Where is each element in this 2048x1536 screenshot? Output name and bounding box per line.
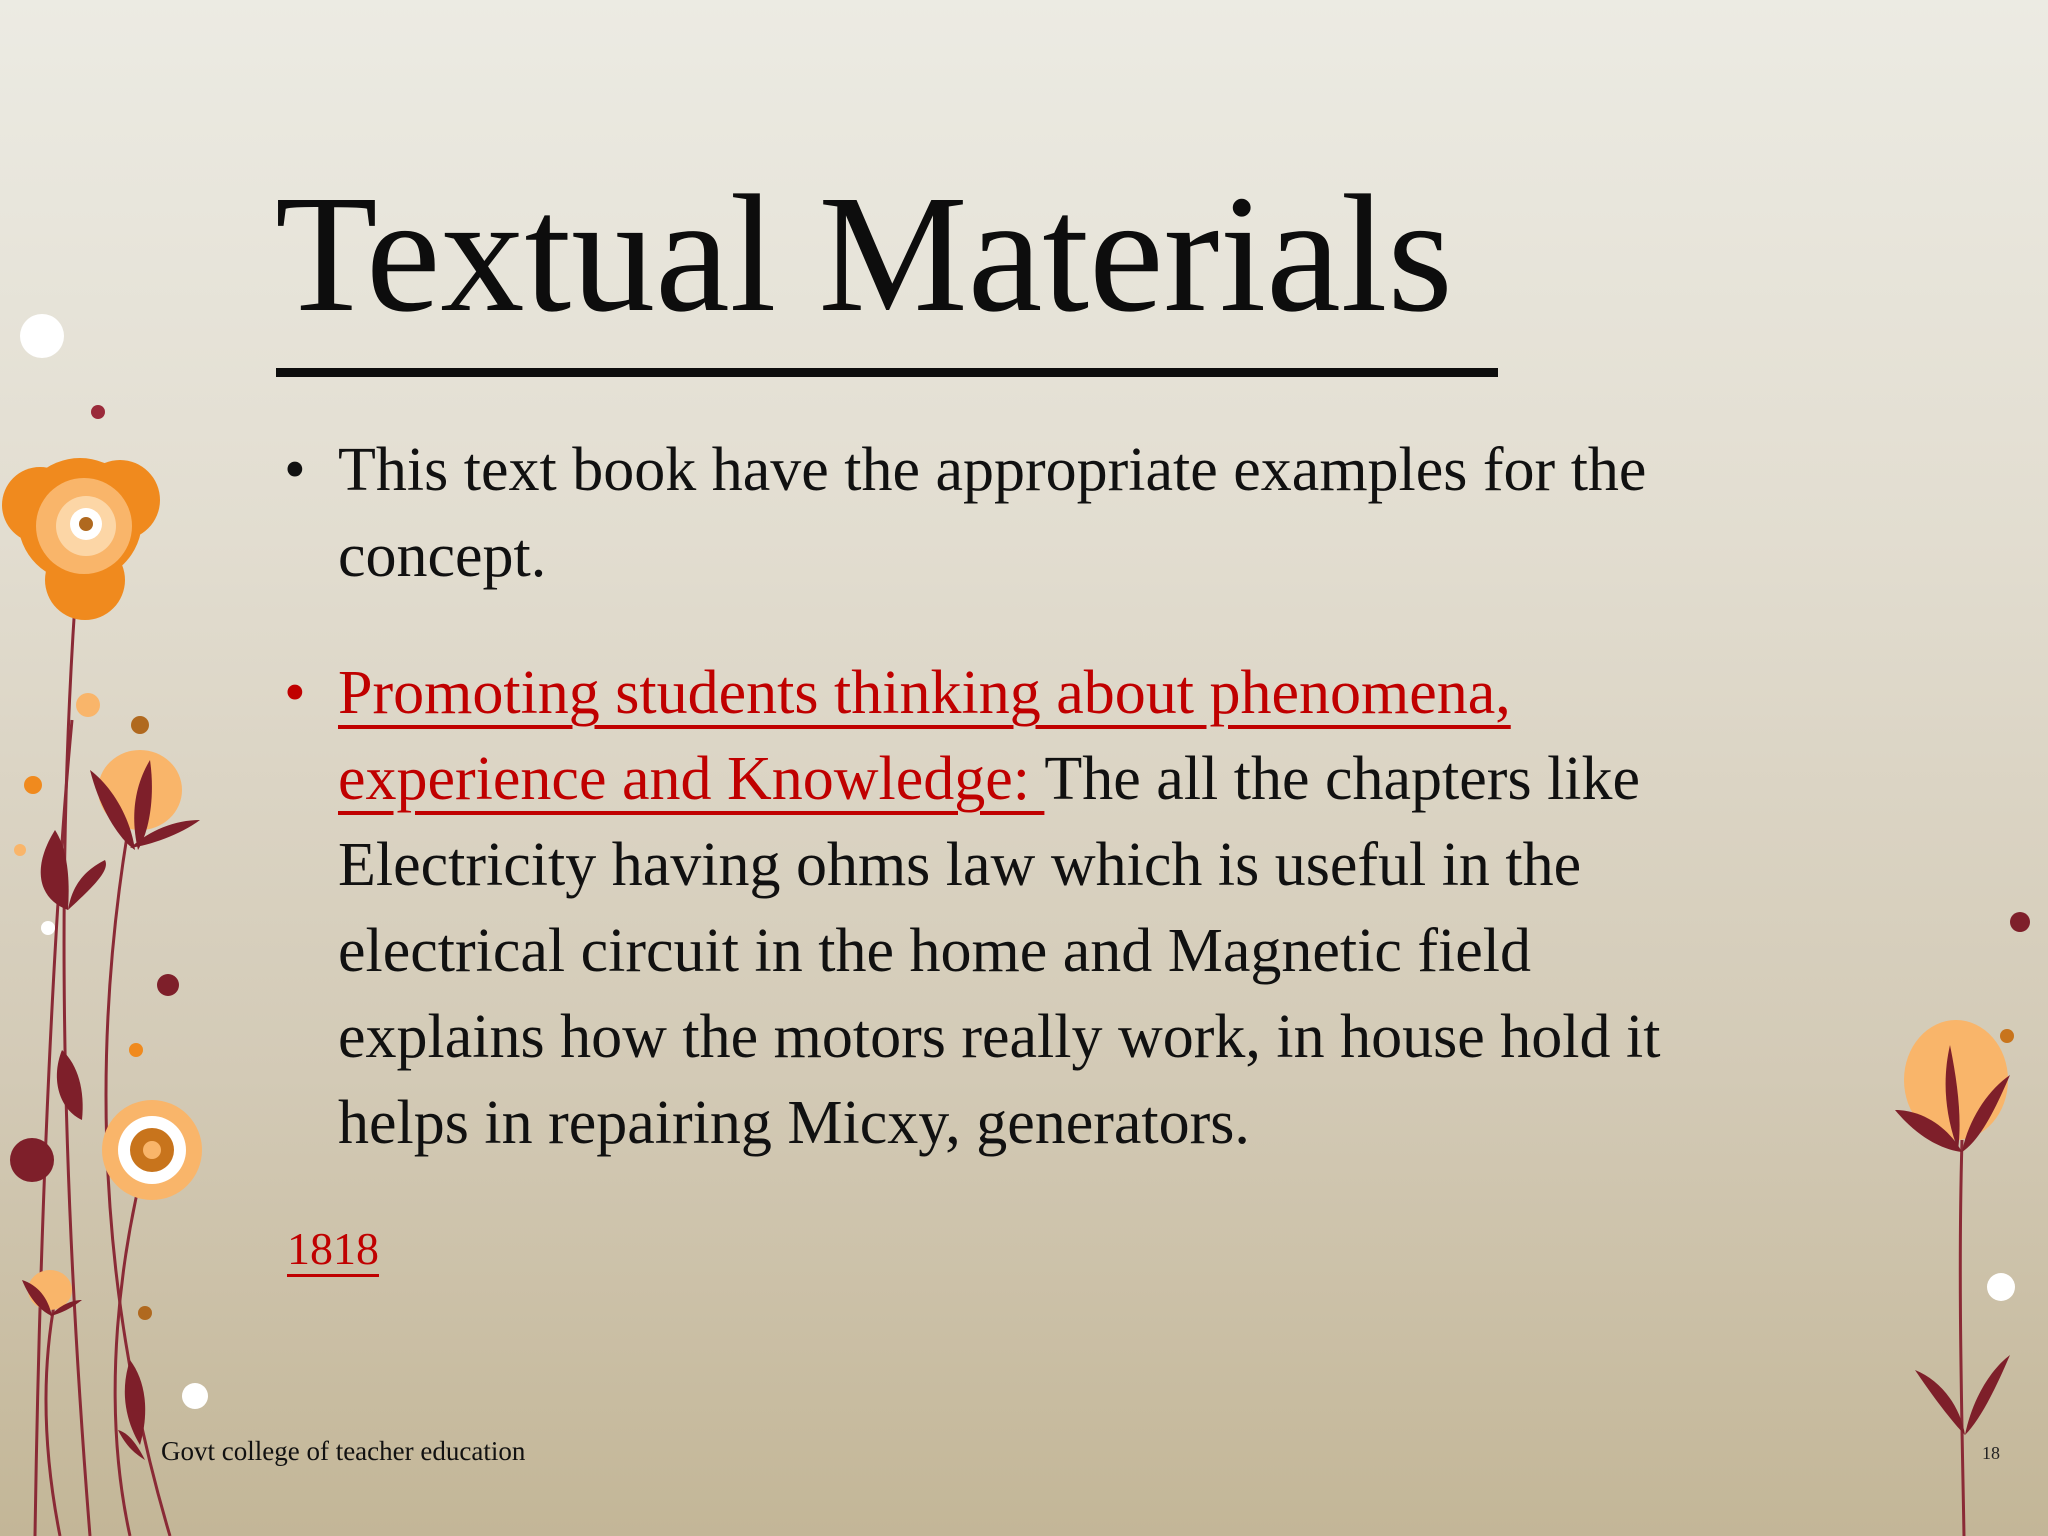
title-underline-divider — [276, 368, 1498, 377]
bullet-item-1 — [284, 427, 1738, 599]
tulip-icon — [90, 750, 200, 850]
page-number: 18 — [1982, 1443, 2000, 1463]
orange-flower-icon — [2, 458, 160, 620]
footer-text: Govt college of teacher education — [161, 1436, 526, 1466]
bullet-text: This text book have the appropriate examples for the concept. — [338, 436, 1647, 590]
bullet-marker: • — [284, 659, 306, 727]
bullet-heading-link[interactable]: Promoting students thinking about phenomena, experience and Knowledge: — [338, 659, 1511, 813]
bullet-item-2 — [284, 650, 1738, 1166]
slide-title: Textual Materials — [275, 161, 1453, 347]
flower-vine-right-icon — [1895, 912, 2030, 1536]
flower-vine-left-icon — [35, 560, 170, 1536]
ring-flower-icon — [102, 1100, 202, 1200]
reference-link[interactable]: 1818 — [287, 1223, 379, 1274]
bullet-text: The all the chapters like Electricity having ohms law which is useful in the electrical circuit in the home and Magnetic field explains how the motors really work, in house hold it helps in repairing Micxy, generators. — [338, 745, 1661, 1157]
bullet-marker: • — [284, 436, 306, 504]
